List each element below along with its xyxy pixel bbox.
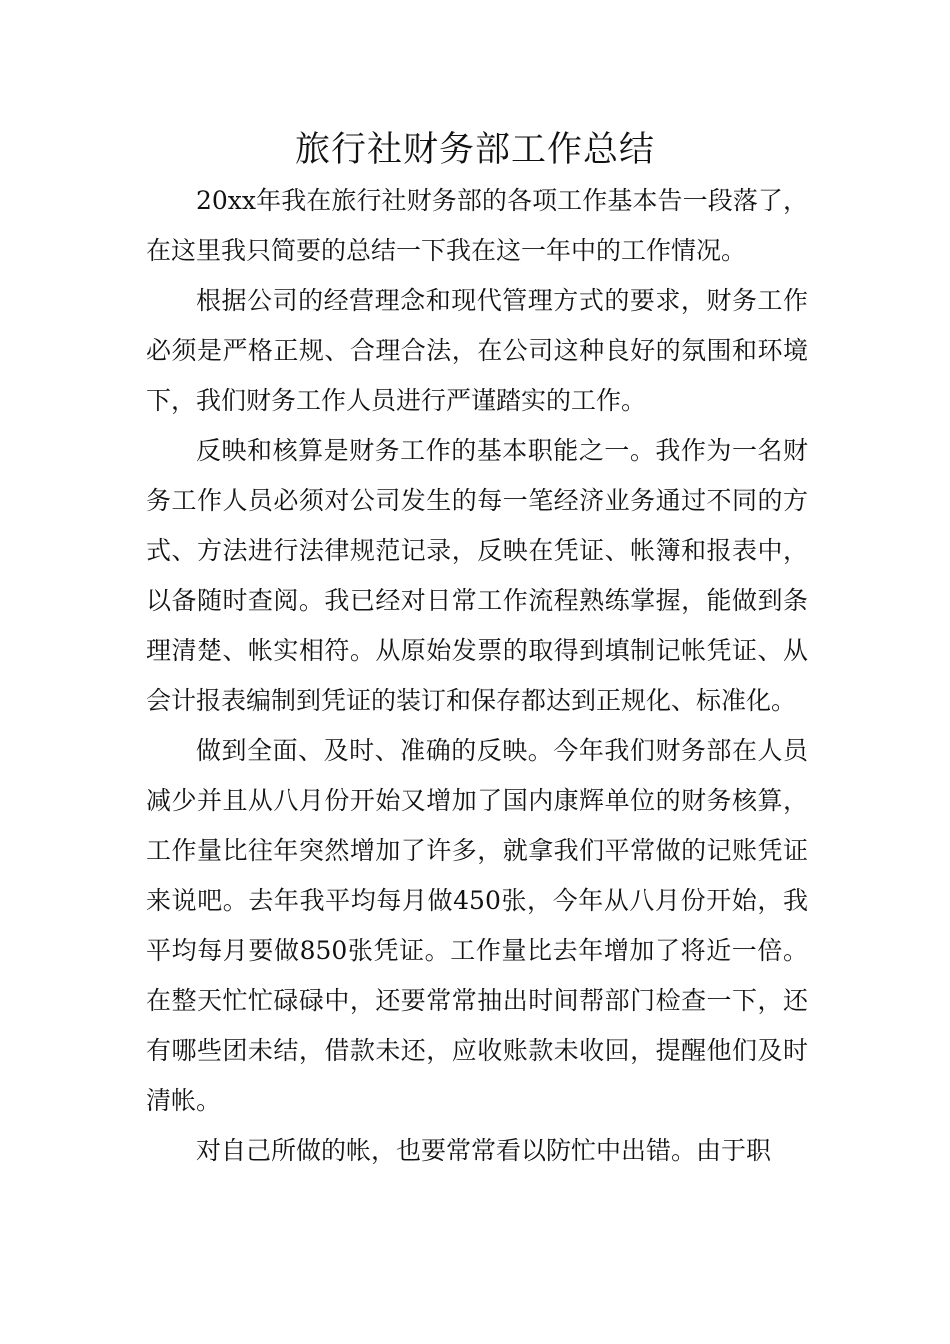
paragraph: 根据公司的经营理念和现代管理方式的要求，财务工作必须是严格正规、合理合法，在公司这种良好的氛围和环境下，我们财务工作人员进行严谨踏实的工作。 xyxy=(146,286,808,415)
paragraph: 对自己所做的帐，也要常常看以防忙中出错。由于职 xyxy=(196,1136,772,1165)
paragraph: 做到全面、及时、准确的反映。今年我们财务部在人员减少并且从八月份开始又增加了国内康辉单位的财务核算，工作量比往年突然增加了许多，就拿我们平常做的记账凭证来说吧。去年我平均每月做450张，今年从八月份开始，我平均每月要做850张凭证。工作量比去年增加了将近一倍。在整天忙忙碌碌中，还要常常抽出时间帮部门检查一下，还有哪些团未结，借款未还，应收账款未收回，提醒他们及时清帐。 xyxy=(146,736,808,1115)
document-body xyxy=(146,176,808,1176)
document-title: 旅行社财务部工作总结 xyxy=(294,130,655,170)
paragraph: 反映和核算是财务工作的基本职能之一。我作为一名财务工作人员必须对公司发生的每一笔经济业务通过不同的方式、方法进行法律规范记录，反映在凭证、帐簿和报表中，以备随时查阅。我已经对日常工作流程熟练掌握，能做到条理清楚、帐实相符。从原始发票的取得到填制记帐凭证、从会计报表编制到凭证的装订和保存都达到正规化、标准化。 xyxy=(146,436,808,715)
paragraph: 20xx年我在旅行社财务部的各项工作基本告一段落了，在这里我只简要的总结一下我在这一年中的工作情况。 xyxy=(146,186,808,265)
